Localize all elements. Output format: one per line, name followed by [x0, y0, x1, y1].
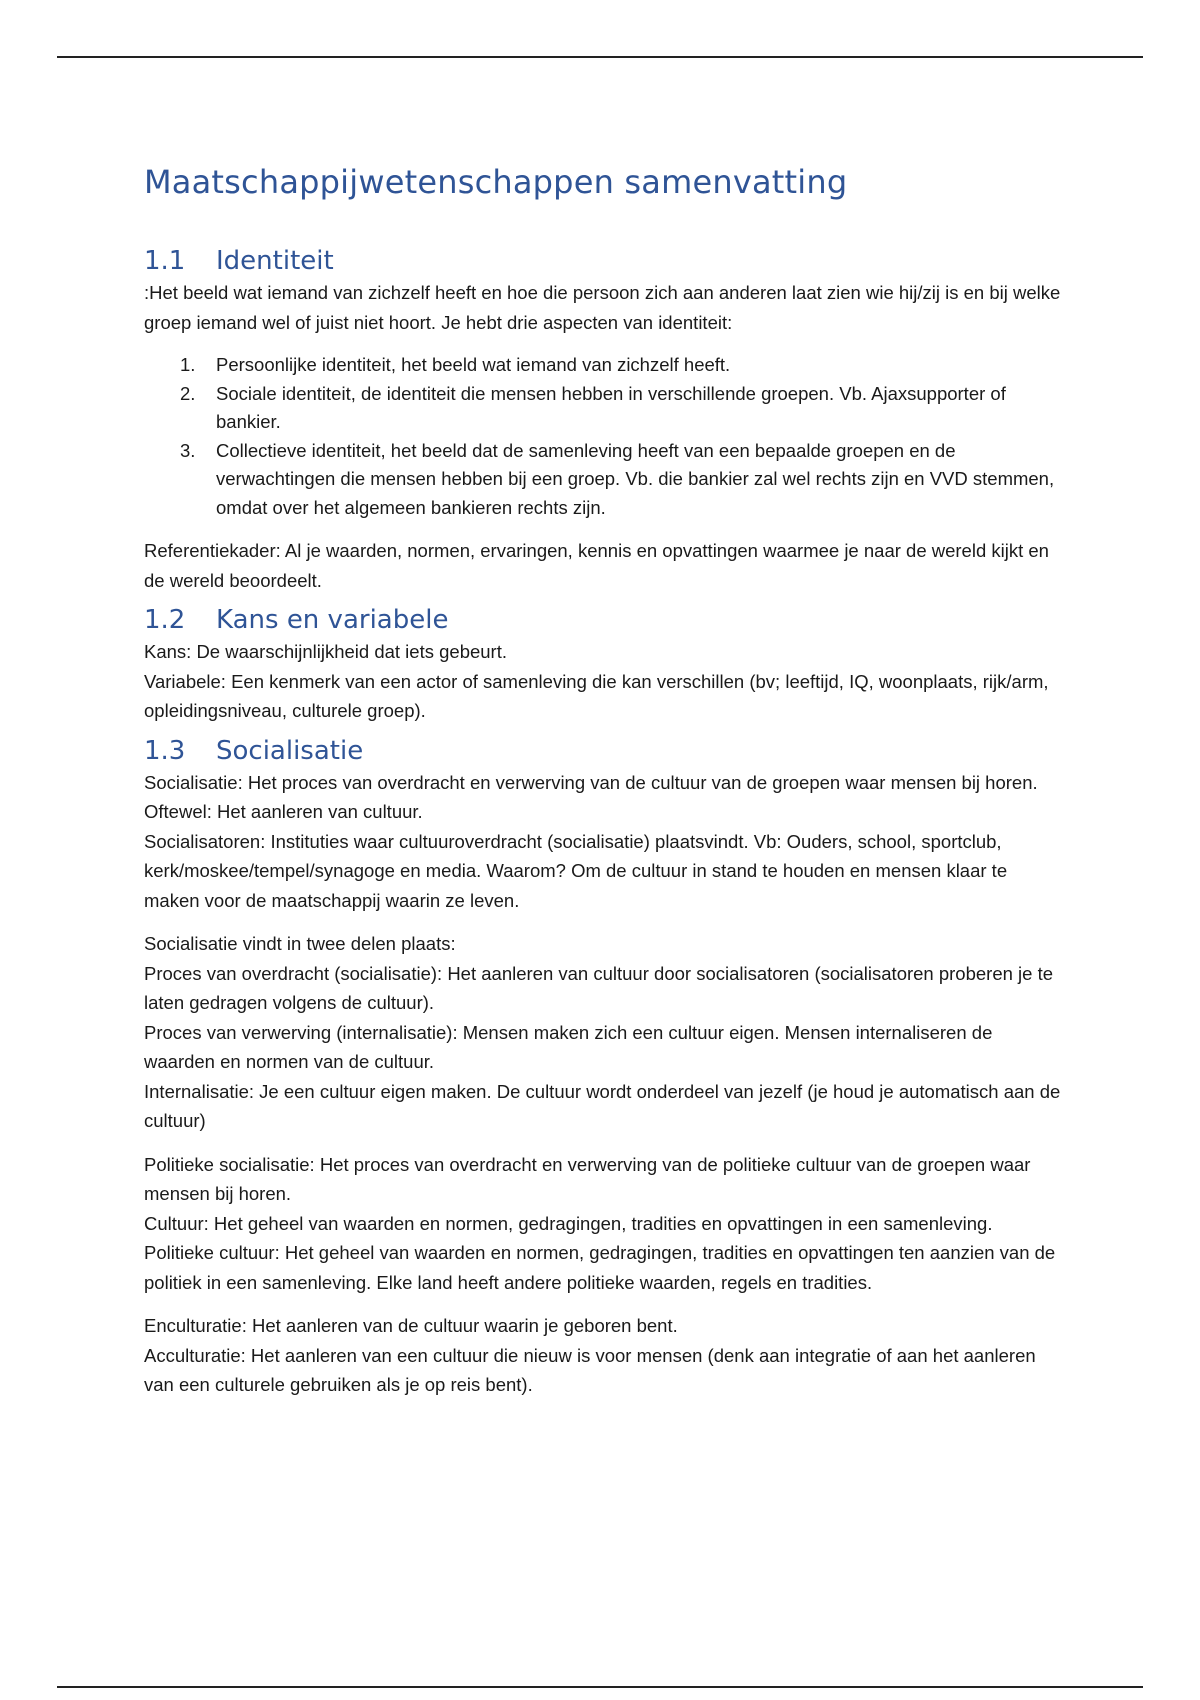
list-number: 2. [180, 382, 196, 404]
paragraph: Socialisatie: Het proces van overdracht en verwerving van de cultuur van de groepen waar mensen bij horen. Oftewel: Het aanleren van cultuur. [144, 771, 1038, 822]
paragraph: Internalisatie: Je een cultuur eigen maken. De cultuur wordt onderdeel van jezelf (je houd je automatisch aan de cultuur) [144, 1080, 1061, 1131]
paragraph: Acculturatie: Het aanleren van een cultuur die nieuw is voor mensen (denk aan integratie of aan het aanleren van een culturele gebruiken als je op reis bent). [144, 1344, 1036, 1395]
section-heading [144, 734, 1064, 768]
paragraph: Politieke cultuur: Het geheel van waarden en normen, gedragingen, tradities en opvattingen ten aanzien van de politiek in een samenleving. Elke land heeft andere politieke waarden, regels en tradities. [144, 1242, 1056, 1293]
document-page [144, 160, 1064, 1400]
section-kans-en-variabele [144, 603, 1064, 726]
paragraph: Variabele: Een kenmerk van een actor of samenleving die kan verschillen (bv; leeftijd, IQ, woonplaats, rijk/arm, opleidingsniveau, culturele groep). [144, 670, 1049, 721]
page-title: Maatschappijwetenschappen samenvatting [144, 163, 848, 201]
section-number: 1.1 [144, 246, 186, 276]
section-heading [144, 603, 1064, 637]
list-item [144, 380, 1064, 437]
paragraph: Proces van verwerving (internalisatie): Mensen maken zich een cultuur eigen. Mensen internaliseren de waarden en normen van de cultuur. [144, 1021, 993, 1072]
paragraph: Kans: De waarschijnlijkheid dat iets gebeurt. [144, 641, 507, 662]
list-text: Persoonlijke identiteit, het beeld wat iemand van zichzelf heeft. [216, 354, 731, 375]
section-identiteit [144, 244, 1064, 595]
section-number: 1.2 [144, 605, 186, 635]
bottom-rule [57, 1686, 1143, 1688]
paragraph: Cultuur: Het geheel van waarden en normen, gedragingen, tradities en opvattingen in een samenleving. [144, 1212, 993, 1234]
paragraph: Socialisatoren: Instituties waar cultuuroverdracht (socialisatie) plaatsvindt. Vb: Ouders, school, sportclub, kerk/moskee/tempel/synagoge en media. Waarom? Om de cultuur in stand te houden en mensen klaar te maken voor de maatschappij waarin ze leven. [144, 830, 1008, 911]
list-text: Sociale identiteit, de identiteit die mensen hebben in verschillende groepen. Vb. Ajaxsupporter of bankier. [216, 382, 1006, 432]
top-rule [57, 56, 1143, 58]
section-title: Socialisatie [216, 735, 364, 766]
paragraph: Politieke socialisatie: Het proces van overdracht en verwerving van de politieke cultuur van de groepen waar mensen bij horen. [144, 1153, 1031, 1204]
list-item [144, 351, 1064, 380]
paragraph: Socialisatie vindt in twee delen plaats: [144, 933, 456, 954]
section-title: Kans en variabele [216, 605, 449, 635]
list-number: 1. [180, 354, 196, 375]
numbered-list [144, 351, 1064, 522]
list-item [144, 437, 1064, 523]
paragraph: Enculturatie: Het aanleren van de cultuur waarin je geboren bent. [144, 1315, 678, 1336]
section-socialisatie [144, 734, 1064, 1400]
section-title: Identiteit [216, 246, 334, 276]
paragraph: :Het beeld wat iemand van zichzelf heeft en hoe die persoon zich aan anderen laat zien wie hij/zij is en bij welke groep iemand wel of juist niet hoort. Je hebt drie aspecten van identiteit: [144, 282, 1061, 333]
list-text: Collectieve identiteit, het beeld dat de samenleving heeft van een bepaalde groepen en de verwachtingen die mensen hebben bij een groep. Vb. die bankier zal wel rechts zijn en VVD stemmen, omdat over het algemeen bankieren rechts zijn. [216, 439, 1055, 518]
section-heading [144, 244, 1064, 278]
paragraph: Referentiekader: Al je waarden, normen, ervaringen, kennis en opvattingen waarmee je naar de wereld kijkt en de wereld beoordeelt. [144, 540, 1049, 591]
section-number: 1.3 [144, 735, 186, 766]
paragraph: Proces van overdracht (socialisatie): Het aanleren van cultuur door socialisatoren (socialisatoren proberen je te laten gedragen volgens de cultuur). [144, 962, 1054, 1013]
list-number: 3. [180, 439, 196, 461]
